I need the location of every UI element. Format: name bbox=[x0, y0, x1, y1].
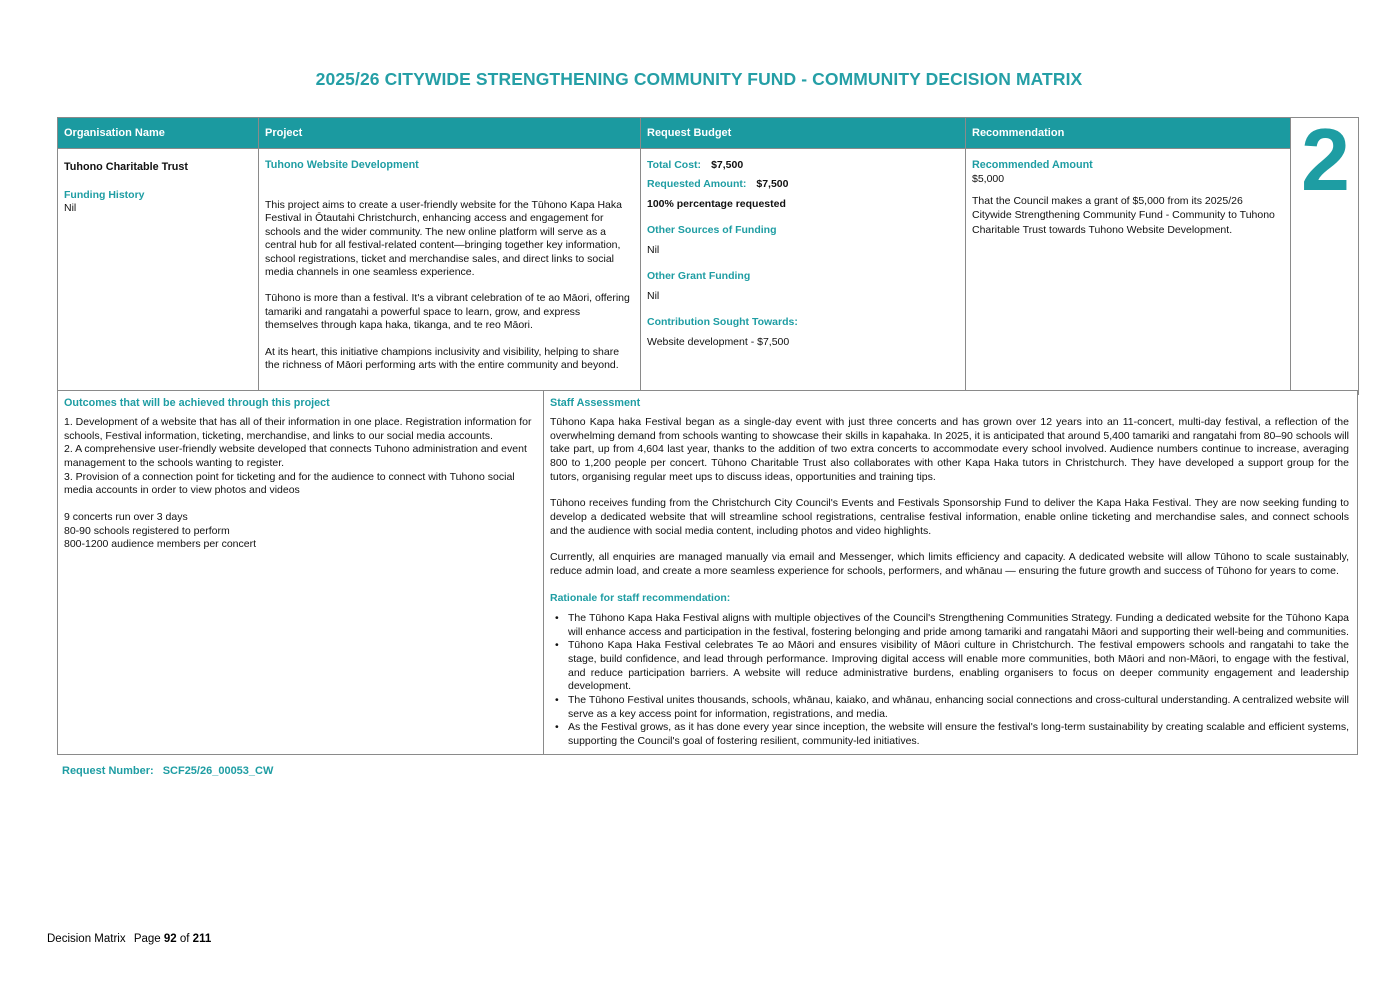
priority-rank-cell bbox=[1291, 110, 1359, 395]
rationale-bullet: • Tūhono Kapa Haka Festival celebrates Te ao Māori and ensures visibility of Māori culture in Christchurch. The festival empowers schools and rangatahi to take the stage, build confidence, and lead through performance. Improving digital access will enable more communities, both Māori and non-Māori, to engage with the festival, and reduce participation barriers. A website will reduce administrative burdens, enabling organisers to focus on deeper community engagement and leadership development. bbox=[550, 639, 1349, 694]
recommendation-text: That the Council makes a grant of $5,000 from its 2025/26 Citywide Strengthening Community Fund - Community to Tuhono Charitable Trust towards Tuhono Website Development. bbox=[972, 195, 1275, 236]
priority-rank: 2 bbox=[1301, 110, 1348, 209]
staff-paragraph: Tūhono receives funding from the Christchurch City Council's Events and Festivals Sponsorship Fund to deliver the Kapa Haka Festival. They are now seeking funding to develop a dedicated website that will streamline school registrations, centralise festival information, enable online ticketing and merchandise sales, and connect schools and the audience with social media content, including photos and video highlights. bbox=[550, 497, 1349, 537]
requested-amount-value: $7,500 bbox=[756, 178, 789, 191]
total-cost-value: $7,500 bbox=[711, 159, 744, 171]
outcome-item: 2. A comprehensive user-friendly website developed that connects Tuhono administration and event management to the schools wanting to register. bbox=[64, 443, 527, 469]
outcome-stat: 800-1200 audience members per concert bbox=[64, 538, 257, 551]
column-header-project: Project bbox=[259, 118, 641, 149]
contribution-sought-value: Website development - $7,500 bbox=[647, 335, 790, 348]
staff-paragraph: Currently, all enquiries are managed manually via email and Messenger, which limits efficiency and capacity. A dedicated website will allow Tūhono to scale sustainably, reduce admin load, and create a more seamless experience for schools, performers, and whānau — ensuring the future growth and success of Tūhono for years to come. bbox=[550, 551, 1349, 577]
other-sources-value: Nil bbox=[647, 243, 660, 256]
column-header-recommendation: Recommendation bbox=[966, 118, 1291, 149]
requested-amount-label: Requested Amount: bbox=[647, 178, 747, 191]
matrix-body-row bbox=[58, 149, 1359, 395]
page-title: 2025/26 CITYWIDE STRENGTHENING COMMUNITY FUND - COMMUNITY DECISION MATRIX bbox=[315, 69, 1083, 89]
spacer bbox=[64, 498, 535, 511]
outcome-item: 3. Provision of a connection point for ticketing and for the audience to connect with Tuhono social media accounts in order to view photos and videos bbox=[64, 470, 515, 497]
outcomes-cell bbox=[58, 391, 544, 755]
funding-history-label: Funding History bbox=[64, 188, 145, 201]
staff-assessment-cell bbox=[544, 391, 1358, 755]
recommended-amount-label: Recommended Amount bbox=[972, 159, 1093, 171]
rationale-bullet: • The Tūhono Kapa Haka Festival aligns with multiple objectives of the Council's Strengthening Communities Strategy. Funding a dedicated website for the Tūhono Kapa will enhance access and participation in the festival, fostering belonging and pride among tamariki and rangatahi Māori and supporting their well-being and communities. bbox=[550, 612, 1349, 639]
staff-assessment-heading: Staff Assessment bbox=[550, 397, 641, 409]
project-paragraph: At its heart, this initiative champions inclusivity and visibility, helping to share the richness of Māori performing arts with the entire community and beyond. bbox=[265, 345, 620, 372]
rationale-heading: Rationale for staff recommendation: bbox=[550, 592, 731, 605]
contribution-sought-label: Contribution Sought Towards: bbox=[647, 316, 798, 329]
footer-page-word: Page bbox=[133, 933, 161, 945]
outcome-stat: 9 concerts run over 3 days bbox=[64, 510, 188, 523]
budget-cell bbox=[641, 149, 966, 395]
recommended-amount-value: $5,000 bbox=[972, 172, 1005, 185]
rationale-bullet: • The Tūhono Festival unites thousands, schools, whānau, kaiako, and whānau, enhancing social connections and cross-cultural understanding. A centralized website will serve as a key access point for information, registrations, and media. bbox=[550, 694, 1349, 721]
request-number-value: SCF25/26_00053_CW bbox=[162, 765, 274, 777]
percentage-requested: 100% percentage requested bbox=[647, 197, 786, 210]
assessment-table bbox=[57, 390, 1358, 755]
column-header-budget: Request Budget bbox=[641, 118, 966, 149]
other-grant-label: Other Grant Funding bbox=[647, 270, 751, 283]
other-sources-label: Other Sources of Funding bbox=[647, 224, 777, 237]
outcome-item: 1. Development of a website that has all of their information in one place. Registration information for schools, Festival information, ticketing, merchandise, and links to our social media accounts. bbox=[64, 416, 532, 442]
footer-page-number: 92 bbox=[163, 933, 177, 945]
project-paragraph: Tūhono is more than a festival. It's a vibrant celebration of te ao Māori, offering tamariki and rangatahi a powerful space to learn, grow, and express themselves through kapa haka, tikanga, and te reo Māori. bbox=[265, 292, 630, 332]
request-number bbox=[62, 765, 273, 777]
matrix-header-row bbox=[58, 118, 1359, 149]
footer-doc-label: Decision Matrix bbox=[47, 933, 126, 945]
total-cost-label: Total Cost: bbox=[647, 159, 702, 171]
assessment-row bbox=[58, 391, 1358, 755]
footer-of-word: of bbox=[179, 933, 190, 945]
other-grant-value: Nil bbox=[647, 289, 660, 302]
outcome-stat: 80-90 schools registered to perform bbox=[64, 524, 230, 537]
footer-total-pages: 211 bbox=[192, 933, 212, 945]
outcomes-heading: Outcomes that will be achieved through this project bbox=[64, 397, 330, 409]
project-title: Tuhono Website Development bbox=[265, 159, 419, 171]
column-header-organisation: Organisation Name bbox=[58, 118, 259, 149]
page-footer bbox=[47, 933, 211, 945]
project-paragraph: This project aims to create a user-friendly website for the Tūhono Kapa Haka Festival in Ōtautahi Christchurch, enhancing access and engagement for schools and the wider community. The new online platform will serve as a central hub for all festival-related content—bringing together key information, school registrations, ticket and merchandise sales, and direct links to social media channels in one seamless experience. bbox=[265, 198, 622, 278]
rationale-bullet: • As the Festival grows, as it has done every year since inception, the website will ensure the festival's long-term sustainability by creating scalable and efficient systems, supporting the Council's goal of fostering resilient, community-led initiatives. bbox=[550, 721, 1349, 748]
project-cell bbox=[259, 149, 641, 395]
decision-matrix-table bbox=[57, 110, 1359, 395]
recommendation-cell bbox=[966, 149, 1291, 395]
request-number-label: Request Number: bbox=[62, 765, 154, 777]
organisation-name: Tuhono Charitable Trust bbox=[64, 161, 188, 173]
organisation-cell bbox=[58, 149, 259, 395]
funding-history-value: Nil bbox=[64, 202, 77, 215]
staff-paragraph: Tūhono Kapa haka Festival began as a single-day event with just three concerts and has grown over 12 years into an 11-concert, multi-day festival, a reflection of the overwhelming demand from schools wanting to showcase their skills in kapahaka. In 2025, it is anticipated that around 5,400 tamariki and rangatahi from 80–90 schools will take part, up from 4,604 last year, thanks to the addition of two extra concerts to accommodate every school involved. Audience numbers continue to increase, averaging 800 to 1,200 people per concert. Tūhono Charitable Trust also collaborates with other Kapa Haka tutors in Christchurch. They have developed a support group for the tutors, organising regular meet ups to discuss ideas, opportunities and training tips. bbox=[550, 416, 1349, 483]
